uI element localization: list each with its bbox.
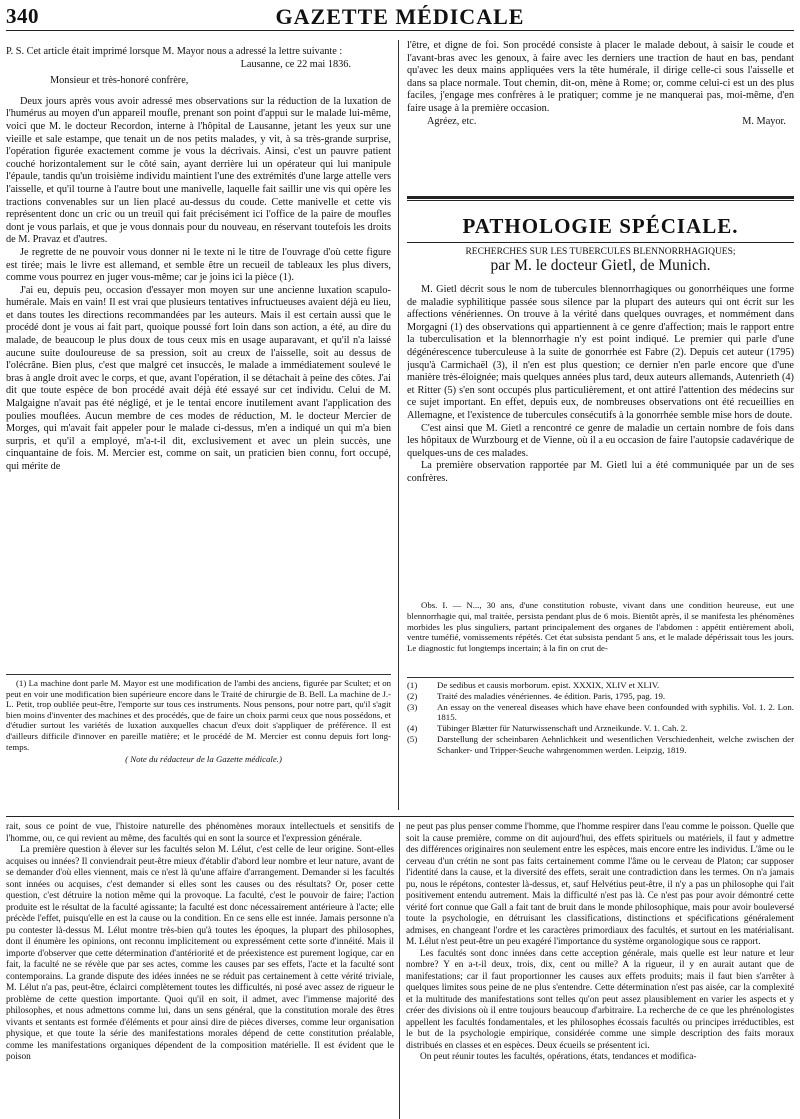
footnote-number: (5) <box>407 733 418 744</box>
article-paragraph: La première observation rapportée par M. Gietl lui a été communiquée par un de ses confrères. <box>407 460 794 484</box>
page-number: 340 <box>6 4 39 28</box>
footnote-rule <box>6 674 391 675</box>
letter-paragraph: J'ai eu, depuis peu, occasion d'essayer mon moyen sur une ancienne luxation scapulo-humérale. Mais en vain! Il est vrai que plusieurs tentatives infructueuses avaient déjà eu lieu, et dans toutes les directions recommandées par les auteurs. Mais il est certain aussi que le procédé dont je vous ai fait part, quoique poussé fort loin dans son action, a été, au dire du malade, de beaucoup le plus doux de tous ceux mis en usage auparavant, et qu'il n'a laissé aucune suite douloureuse de sa pression, soit au creux de l'aisselle, soit au dessus de l'olécrâne. Bien plus, c'est que malgré cet insuccès, le malade a immédiatement soulevé le bras à angle droit avec le corps, et que, avant l'opération, il se détachait à peine des côtes. J'ai dit que toute espèce de bon procédé avait déjà été essayé sur cet individu. Celui de M. Malgaigne n'avait pas été négligé, et je le tentai encore inutilement avant l'application des poulies mouflées. Aucun membre de ces modes de réduction, M. le docteur Mercier de Morges, qui m'avait fait appeler pour le malade ci-dessus, m'en a indiqué un qui m'a bien surpris, et qu'il a employé, m'a-t-il dit, exclusivement et avec un plein succès, une cinquantaine de fois. M. Mercier est, comme on sait, un praticien bien connu, fort occupé, qui mérite de <box>6 284 391 472</box>
letter-paragraph: Je regrette de ne pouvoir vous donner ni le texte ni le titre de l'ouvrage d'où cette figure est tirée; mais le livre est allemand, et semble être un recueil de tableaux les plus divers, comme vous pourrez en juger vous-même; car je joins ici la pièce (1). <box>6 246 391 284</box>
footnote-text: Traité des maladies vénériennes. 4e édition. Paris, 1795, pag. 19. <box>437 690 666 701</box>
footnote-number: (4) <box>407 723 418 734</box>
observation-text <box>407 600 794 670</box>
letter-paragraph: Deux jours après vous avoir adressé mes observations sur la réduction de la luxation de l'humérus au moyen d'un appareil moufle, prenant son point d'appui sur le malade lui-même, voici que M. le docteur Recordon, interne à l'hôpital de Lausanne, jetant les yeux sur une vieille et sale estampe, que tenait un de nos petits malades, y vit, à sa très-grande surprise, l'opération figurée exactement comme je vous la décrivais. Ainsi, c'est un pauvre patient couché horizontalement sur le côté sain, ayant derrière lui un opérateur qui lui manipule l'épaule, tandis qu'un troisième individu maintient l'une des extrémités d'une large attelle vers l'aisselle, et qu'il tourne à l'autre bout une manivelle, laquelle fait saillir une vis qui opère les tractions convenables sur un lien placé au-dessus du coude. Cette manivelle et cette vis représentent donc un cric ou un treuil qui fait précisément ici l'office de la paire de moufles dont je vous parlais, et que je vous donnais pour du nouveau, en réservant toutefois les droits de M. Pravaz et d'autres. <box>6 95 391 246</box>
footnote-text: Tübinger Blætter für Naturwissenschaft und Arzneikunde. V. 1. Cah. 2. <box>437 723 688 734</box>
footnote-item <box>407 702 794 724</box>
footnote-text: Darstellung der scheinbaren Aehnlichkeit und wesentlichen Verschiedenheit, welche zwischen der Schanker- und Tripper-Seuche wahrgenommen werden. Leipzig, 1819. <box>437 733 794 755</box>
article-title-line2: par M. le docteur Gietl, de Munich. <box>490 257 711 274</box>
observation-paragraph: Obs. I. — N..., 30 ans, d'une constitution robuste, vivant dans une condition heureuse, eut une blennorrhagie qui, mal traitée, persista pendant plus de 6 mois. Bientôt après, il se manifesta les phénomènes morbides les plus singuliers, partant principalement des organes de l'abdomen : appétit entièrement aboli, ventre tuméfié, vomissements répétés. Cet état subsista pendant 5 ans, et le malade dépérissait tous les jours. Le diagnostic fut longtemps incertain; à la fin on crut de- <box>407 600 794 654</box>
footnote-text: An essay on the venereal diseases which have ehave been confounded with syphilis. Vol. 1. 2. Lon. 1815. <box>437 701 794 723</box>
footnote-item <box>407 723 794 734</box>
article-paragraph: M. Gietl décrit sous le nom de tubercules blennorrhagiques ou gonorrhéiques une forme de maladie syphilitique passée sous silence par la plupart des auteurs qui ont écrit sur les affections vénériennes. On trouve à la vérité dans quelques ouvrages, et nommément dans Morgagni (1) des observations qui appartiennent à ce genre d'affection; mais le rapport entre la tuberculisation et la blennorrhagie n'y est point indiqué. Le premier qui parle d'une dégénérescence tuberculeuse à la suite de gonorrhée est Fabre (2). Depuis cet auteur (1795) jusqu'à Carmichaël (3), il n'en est plus question; ce dernier n'en parle encore que d'une manière très-éloignée; mais quelques années plus tard, deux auteurs allemands, Autenrieth (4) et Ritter (5) s'en sont occupés plus particulièrement, et ont attiré l'attention des médecins sur ce sujet important. En effet, depuis eux, de nombreuses observations ont été recueillies en Allemagne, et l'existence de tubercules consécutifs à la gonorrhée semble mise hors de doute. <box>407 284 794 421</box>
section-rule <box>407 242 794 243</box>
footnotes-right <box>407 680 794 810</box>
footnote-item <box>407 691 794 702</box>
column-divider <box>398 40 399 810</box>
column-divider <box>399 822 400 1119</box>
footnote-text: De sedibus et causis morborum. epist. XXXIX, XLIV et XLIV. <box>437 680 660 690</box>
article-paragraph: C'est ainsi que M. Gietl a rencontré ce genre de maladie un certain nombre de fois dans les hôpitaux de Wurzbourg et de Vienne, où il a eu occasion de faire l'autopsie cadavérique de quelques-uns de ces malades. <box>407 422 794 459</box>
ps-intro: P. S. Cet article était imprimé lorsque M. Mayor nous a adressé la lettre suivante : <box>6 46 343 57</box>
right-column-letter-end <box>407 40 794 170</box>
article-title <box>407 246 794 272</box>
footnote-text: (1) La machine dont parle M. Mayor est une modification de l'ambi des anciens, figurée par Scultet; et on peut en voir une modification bien supérieure encore dans le Traité de chirurgie de B. Bell. La machine de J.-L. Petit, trop oubliée peut-être, l'emporte sur tous ces instruments. Nous pensons, pour notre part, qu'il s'agit bien moins d'inventer des machines et des procédés, que de faire un choix parmi ceux que nous possédons, et d'étudier surtout les variétés de luxation auxquelles chacun d'eux doit s'appliquer de préférence. Il est d'ailleurs difficile d'innover en pareille matière; et le procédé de M. Mercier est connu depuis fort long-temps. <box>6 678 391 752</box>
footnote-number: (2) <box>407 690 418 701</box>
journal-title: GAZETTE MÉDICALE <box>275 4 525 29</box>
review-paragraph: La première question à élever sur les facultés selon M. Lélut, c'est celle de leur origine. Sont-elles acquises ou innées? Il conviendrait peut-être mieux d'établir d'abord leur nombre et leur nature, avant de se demander d'où elles viennent, mais ce n'est là qu'une affaire d'arrangement. Demander si les facultés sont innées ou acquises, c'est demander si elles sont les causes ou des résultats? Or, poser cette question, c'est détruire la notion même qui la provoque. La faculté, c'est le pouvoir de faire; l'action produite est le résultat de la faculté agissante; la faculté est donc nécessairement antérieure à l'acte; elle précède l'effet, puisqu'elle en est la cause ou la condition. En ce sens elle est innée. Jamais personne n'a pu contester là-dessus M. Lélut montre très-bien qu'à toutes les époques, la plupart des philosophes, dont il énumère les opinions, ont reconnu implicitement ou expressément cette sorte d'innéité. Mais il importe d'observer que cette détermination d'antériorité et de préexistence est purement logique, car en fait, la faculté ne se révèle que par ses actes, comme les causes par ses effets, l'acte et la faculté sont contemporains. La grande dispute des idées innées ne se réduit pas certainement à cette vérité triviale, M. Lélut n'a pas, peut-être, éclairci complètement toutes les difficultés, ni posé avec assez de rigueur le problème de cette question importante. Quoi qu'il en soit, il admet, avec l'immense majorité des philosophes, et nous admettons comme lui, dans un sens général, que la constitution morale des êtres vivants et sentants est formée d'éléments et pour ainsi dire de pièces diverses, comme leur organisation physique, et que toute la série des manifestations morales dépend de cette constitution préalable, comme les manifestations organiques dépendent de la composition matérielle. Il est évident que le poison <box>6 845 394 1062</box>
review-paragraph: On peut réunir toutes les facultés, opérations, états, tendances et modifica- <box>420 1052 697 1062</box>
review-paragraph: Les facultés sont donc innées dans cette acception générale, mais quelle est leur nature et leur nombre? Y en a-t-il deux, trois, dix, cent ou mille? A la rigueur, il y en aurait autant que de manifestations; car il faut proportionner les causes aux effets produits; mais il faut bien s'arrêter à quelques limites sous peine de ne plus s'entendre. Cette détermination n'est pas aisée, car la complexité et la multitude des manifestations sont telles qu'on peut assez plausiblement en varier les aspects et y créer des divisions où il entre toujours beaucoup d'arbitraire. La recherche de ce que les phrénologistes appellent les facultés fondamentales, et les philosophes écossais facultés ou principes irréductibles, est le but de la psychologie empirique, considérée comme une simple description des faits moraux distribués en classes et en espèces. Deux écueils se présentent ici. <box>406 948 794 1051</box>
editor-note: ( Note du rédacteur de la Gazette médicale.) <box>125 754 282 765</box>
review-paragraph: ne peut pas plus penser comme l'homme, que l'homme respirer dans l'eau comme le poisson. Quelle que soit la cause première, comme on dit aujourd'hui, des effets spirituels ou matériels, il faut y admettre des différences originaires non seulement entre les espèces, mais encore entre les individus. L'âme ou le cerveau d'un crétin ne sont pas faits certainement comme l'âme ou le cerveau de Platon; car supposer l'identité dans la cause, et la diversité des effets, serait une contradiction dans les termes. On n'a jamais pu, nous le répétons, contester là-dessus, et, sauf Helvétius peut-être, il n'y a pas un philosophe qui l'ait positivement entendu autrement. Mais la difficulté n'est pas là. Ce n'est pas pour avoir démontré cette vérité fort connue que Gall a fait tant de bruit dans le monde philosophique, mais pour avoir bouleversé toute la psychologie, en détruisant les classifications, distinctions et spécifications généralement admises, en changeant l'ordre et les caractères primordiaux des facultés, et surtout en les matérialisant. M. Lélut n'est peut-être un peu exagéré l'importance du système organologique sous ce rapport. <box>406 822 794 947</box>
bottom-right-column <box>406 822 794 1119</box>
letter-paragraph: l'être, et digne de foi. Son procédé consiste à placer le malade debout, à saisir le coude et l'avant-bras avec les genoux, à faire avec les derniers une traction de haut en bas, pendant qu'avec les deux mains appliquées vers la tête humérale, il dirige celle-ci sous l'aisselle et dans sa place normale. Tout chemin, dit-on, mène à Rome; or, comme celui-ci est un des plus faciles, j'engage mes confrères à le pratiquer; comme je ne manquerai pas, moi-même, d'en faire usage à la première occasion. <box>407 40 794 114</box>
section-title: PATHOLOGIE SPÉCIALE. <box>462 214 739 238</box>
salutation: Monsieur et très-honoré confrère, <box>50 75 189 87</box>
signature: M. Mayor. <box>742 115 786 127</box>
article-title-line1: RECHERCHES SUR LES TUBERCULES BLENNORRHAGIQUES; <box>465 247 736 257</box>
horizontal-divider <box>6 816 794 817</box>
left-column-letter <box>6 46 391 671</box>
section-rule <box>407 200 794 201</box>
footnote-number: (3) <box>407 701 418 712</box>
section-rule <box>407 196 794 199</box>
review-paragraph: rait, sous ce point de vue, l'histoire naturelle des phénomènes moraux intellectuels et sensitifs de l'homme, ou, ce qui revient au même, des facultés qui en sont la source et l'expression générale. <box>6 822 394 844</box>
footnote-rule <box>407 677 794 678</box>
closing: Agréez, etc. <box>427 115 477 127</box>
footnote-item <box>407 680 794 691</box>
footnote-number: (1) <box>407 680 418 690</box>
dateline: Lausanne, ce 22 mai 1836. <box>240 58 351 70</box>
footnote-left <box>6 678 391 810</box>
footnote-item <box>407 734 794 756</box>
page-header <box>6 4 794 31</box>
letter-signoff <box>407 116 794 129</box>
bottom-left-column <box>6 822 394 1119</box>
